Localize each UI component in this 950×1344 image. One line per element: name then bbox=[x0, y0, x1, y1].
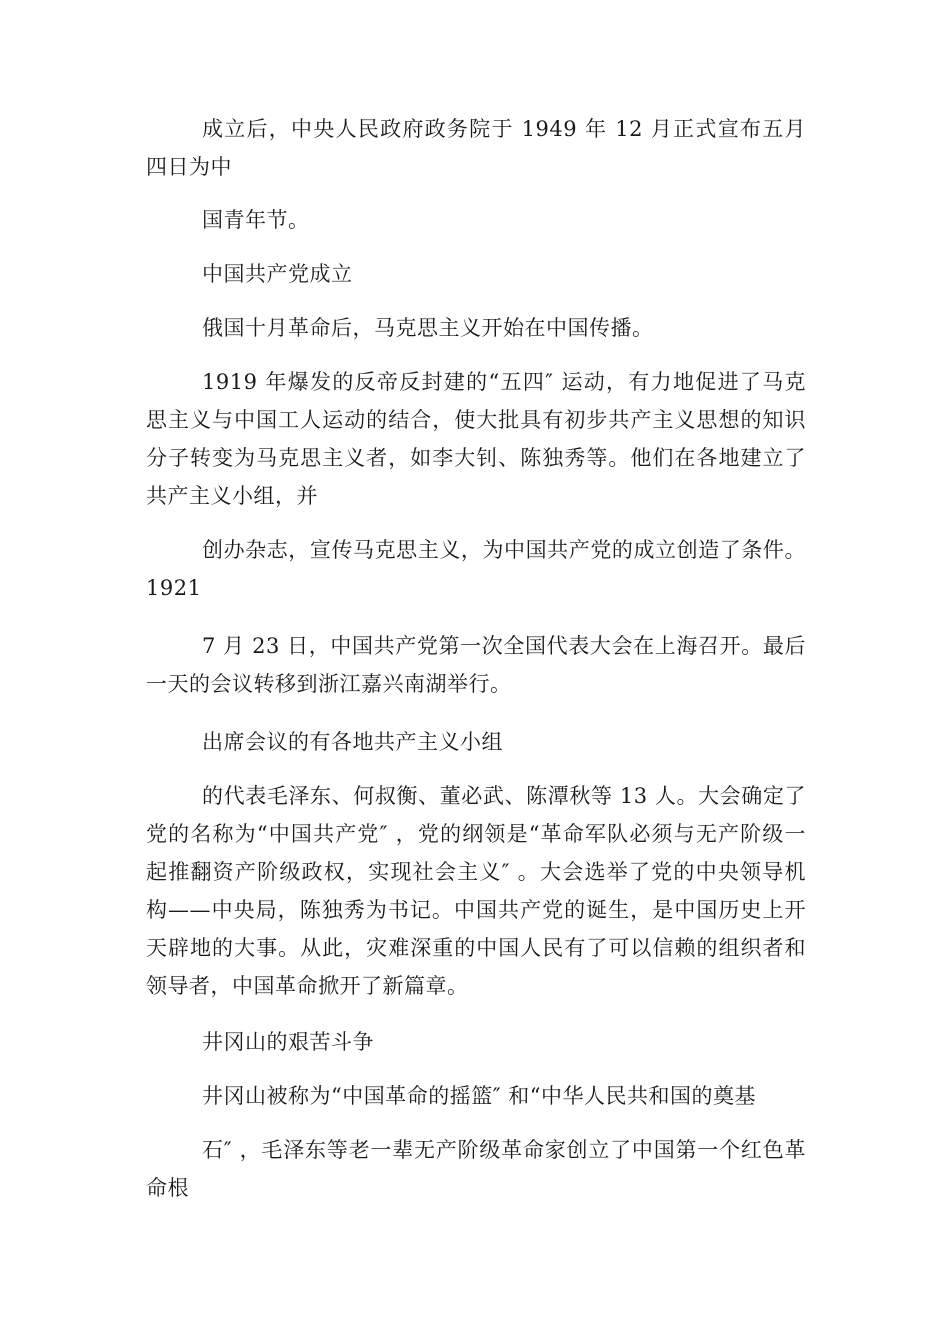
paragraph-qingnianjie-intro: 成立后，中央人民政府政务院于 1949 年 12 月正式宣布五月四日为中 bbox=[146, 117, 806, 179]
paragraph-red-base: 石″ ，毛泽东等老一辈无产阶级革命家创立了中国第一个红色革命根 bbox=[146, 1138, 806, 1200]
paragraph-october-revolution: 俄国十月革命后，马克思主义开始在中国传播。 bbox=[202, 316, 654, 340]
section-heading-party-founding: 中国共产党成立 bbox=[202, 262, 353, 286]
paragraph-attendees: 出席会议的有各地共产主义小组 bbox=[202, 730, 503, 754]
paragraph-qingnianjie-end: 国青年节。 bbox=[202, 208, 310, 232]
paragraph-may-fourth: 1919 年爆发的反帝反封建的“五四″ 运动，有力地促进了马克思主义与中国工人运动的结合，使大批具有初步共产主义思想的知识分子转变为马克思主义者，如李大钊、陈独秀等。他们在各地建立了共产主义小组，并 bbox=[146, 370, 806, 508]
section-heading-jinggangshan: 井冈山的艰苦斗争 bbox=[202, 1030, 374, 1054]
paragraph-first-congress: 7 月 23 日，中国共产党第一次全国代表大会在上海召开。最后一天的会议转移到浙江嘉兴南湖举行。 bbox=[146, 634, 806, 696]
paragraph-jinggangshan-cradle: 井冈山被称为“中国革命的摇篮″ 和“中华人民共和国的奠基 bbox=[202, 1084, 756, 1108]
paragraph-delegates: 的代表毛泽东、何叔衡、董必武、陈潭秋等 13 人。大会确定了党的名称为“中国共产党″ ，党的纲领是“革命军队必须与无产阶级一起推翻资产阶级政权，实现社会主义″ 。大会选举了党的中央领导机构——中央局，陈独秀为书记。中国共产党的诞生，是中国历史上开天辟地的大事。从此，灾难深重的中国人民有了可以信赖的组织者和领导者，中国革命掀开了新篇章。 bbox=[146, 784, 806, 998]
paragraph-magazines: 创办杂志，宣传马克思主义，为中国共产党的成立创造了条件。1921 bbox=[146, 538, 806, 600]
